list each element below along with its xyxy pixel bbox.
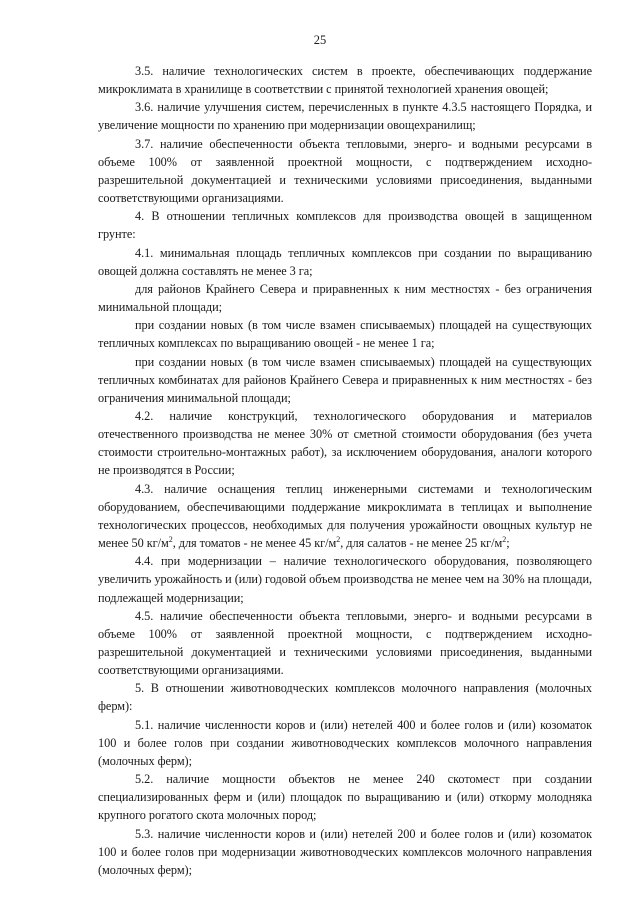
paragraph: 3.5. наличие технологических систем в проекте, обеспечивающих поддержание микроклимата в хранилище в соответствии с принятой технологией хранения овощей; — [98, 64, 592, 97]
paragraph: 5.1. наличие численности коров и (или) нетелей 400 и более голов и (или) козоматок 100 и более голов при создании животноводческих комплексов молочного направления (молочных ферм); — [98, 717, 592, 768]
document-body — [98, 62, 592, 879]
paragraph: 4.3. наличие оснащения теплиц инженерными системами и технологическим оборудованием, обеспечивающими поддержание микроклимата в теплицах и выполнение технологических процессов, необходимых для получения урожайности овощных культур не менее 50 $кг/м^2$, для томатов - не менее 45 $кг/м^2$, для салатов - не менее 25 $кг/м^2$; — [98, 481, 592, 551]
paragraph: 3.7. наличие обеспеченности объекта тепловыми, энерго- и водными ресурсами в объеме 100% от заявленной проектной мощности, с подтверждением исходно-разрешительной документацией и техническими условиями присоединения, выданными соответствующими организациями. — [98, 136, 592, 206]
paragraph: 4.2. наличие конструкций, технологического оборудования и материалов отечественного производства не менее 30% от сметной стоимости оборудования (без учета стоимости строительно-монтажных работ), за исключением оборудования, аналоги которого не производятся в России; — [98, 408, 592, 478]
paragraph: 4. В отношении тепличных комплексов для производства овощей в защищенном грунте: — [98, 209, 592, 242]
paragraph: 3.6. наличие улучшения систем, перечисленных в пункте 4.3.5 настоящего Порядка, и увеличение мощности по хранению при модернизации овощехранилищ; — [98, 100, 592, 133]
page-number: 25 — [313, 33, 327, 47]
paragraph: 5.3. наличие численности коров и (или) нетелей 200 и более голов и (или) козоматок 100 и более голов при модернизации животноводческих комплексов молочного направления (молочных ферм); — [98, 826, 592, 877]
paragraph: при создании новых (в том числе взамен списываемых) площадей на существующих тепличных комбинатах для районов Крайнего Севера и приравненных к ним местностях - без ограничения минимальной площади; — [98, 354, 592, 405]
paragraph: 5.2. наличие мощности объектов не менее 240 скотомест при создании специализированных ферм и (или) площадок по выращиванию и (или) откорму молодняка крупного рогатого скота молочных пород; — [98, 772, 592, 823]
paragraph: для районов Крайнего Севера и приравненных к ним местностях - без ограничения минимальной площади; — [98, 281, 592, 315]
paragraph: 4.4. при модернизации – наличие технологического оборудования, позволяющего увеличить урожайность и (или) годовой объем производства не менее чем на 30% на площади, подлежащей модернизации; — [98, 554, 592, 605]
paragraph: 4.1. минимальная площадь тепличных комплексов при создании по выращиванию овощей должна составлять не менее 3 га; — [98, 245, 592, 278]
paragraph: 5. В отношении животноводческих комплексов молочного направления (молочных ферм): — [98, 681, 592, 714]
paragraph: 4.5. наличие обеспеченности объекта тепловыми, энерго- и водными ресурсами в объеме 100% от заявленной проектной мощности, с подтверждением исходно-разрешительной документацией и техническими условиями присоединения, выданными соответствующими организациями. — [98, 608, 592, 678]
paragraph: при создании новых (в том числе взамен списываемых) площадей на существующих тепличных комплексах по выращиванию овощей - не менее 1 га; — [98, 318, 592, 351]
